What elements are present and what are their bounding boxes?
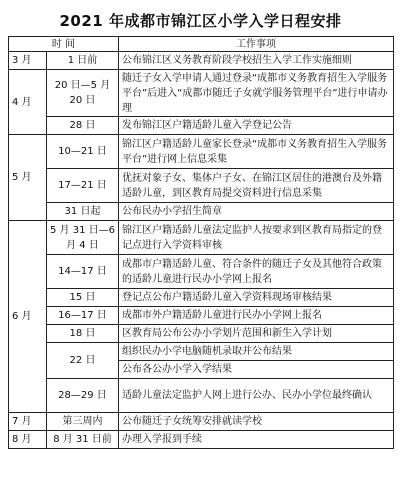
table-row <box>9 289 394 307</box>
item-cell: 公布随迁子女统筹安排就读学校 <box>119 413 394 431</box>
table-row <box>9 203 394 221</box>
item-cell: 随迁子女入学申请人通过登录“成都市义务教育招生入学服务平台”后进入“成都市随迁子女就学服务管理平台”进行申请办理 <box>119 70 394 117</box>
item-cell: 公布民办小学招生简章 <box>119 203 394 221</box>
item-cell: 成都市外户籍适龄儿童进行民办小学网上报名 <box>119 307 394 325</box>
date-cell: 8 月 31 日前 <box>47 431 119 449</box>
month-cell: 4 月 <box>9 70 47 135</box>
date-cell: 14—17 日 <box>47 255 119 289</box>
date-cell: 31 日起 <box>47 203 119 221</box>
date-cell: 16—17 日 <box>47 307 119 325</box>
table-row <box>9 169 394 203</box>
item-cell: 发布锦江区户籍适龄儿童入学登记公告 <box>119 117 394 135</box>
table-row <box>9 307 394 325</box>
date-cell: 5 月 31 日—6 月 4 日 <box>47 221 119 255</box>
month-cell: 6 月 <box>9 221 47 413</box>
month-cell: 5 月 <box>9 135 47 221</box>
date-cell: 第三周内 <box>47 413 119 431</box>
table-row <box>9 343 394 361</box>
item-cell: 锦江区户籍适龄儿童法定监护人按要求到区教育局指定的登记点进行入学资料审核 <box>119 221 394 255</box>
table-row <box>9 221 394 255</box>
date-cell: 17—21 日 <box>47 169 119 203</box>
header-time: 时 间 <box>9 37 119 52</box>
table-row <box>9 431 394 449</box>
table-row <box>9 52 394 70</box>
item-cell: 办理入学报到手续 <box>119 431 394 449</box>
table-row <box>9 379 394 413</box>
item-cell: 锦江区户籍适龄儿童家长登录“成都市义务教育招生入学服务平台”进行网上信息采集 <box>119 135 394 169</box>
item-cell: 登记点公布户籍适龄儿童入学资料现场审核结果 <box>119 289 394 307</box>
table-row <box>9 135 394 169</box>
header-item: 工作事项 <box>119 37 394 52</box>
table-row <box>9 70 394 117</box>
table-header-row <box>9 37 394 52</box>
date-cell: 28 日 <box>47 117 119 135</box>
date-cell: 15 日 <box>47 289 119 307</box>
table-row <box>9 325 394 343</box>
item-cell: 优抚对象子女、集体户子女、在锦江区居住的港澳台及外籍适龄儿童，到区教育局提交资料进行信息采集 <box>119 169 394 203</box>
month-cell: 3 月 <box>9 52 47 70</box>
date-cell: 10—21 日 <box>47 135 119 169</box>
month-cell: 7 月 <box>9 413 47 431</box>
date-cell: 1 日前 <box>47 52 119 70</box>
item-cell: 成都市户籍适龄儿童、符合条件的随迁子女及其他符合政策的适龄儿童进行民办小学网上报名 <box>119 255 394 289</box>
table-row <box>9 413 394 431</box>
date-cell: 28—29 日 <box>47 379 119 413</box>
item-cell: 区教育局公布公办小学划片范围和新生入学计划 <box>119 325 394 343</box>
date-cell: 20 日—5 月 20 日 <box>47 70 119 117</box>
month-cell: 8 月 <box>9 431 47 449</box>
item-cell: 公布各公办小学入学结果 <box>119 361 394 379</box>
item-cell: 适龄儿童法定监护人网上进行公办、民办小学位最终确认 <box>119 379 394 413</box>
schedule-table <box>8 36 394 449</box>
date-cell: 18 日 <box>47 325 119 343</box>
item-cell: 公布锦江区义务教育阶段学校招生入学工作实施细则 <box>119 52 394 70</box>
table-row <box>9 117 394 135</box>
date-cell: 22 日 <box>47 343 119 379</box>
table-row <box>9 255 394 289</box>
item-cell: 组织民办小学电脑随机录取并公布结果 <box>119 343 394 361</box>
page-title: 2021 年成都市锦江区小学入学日程安排 <box>59 12 342 30</box>
